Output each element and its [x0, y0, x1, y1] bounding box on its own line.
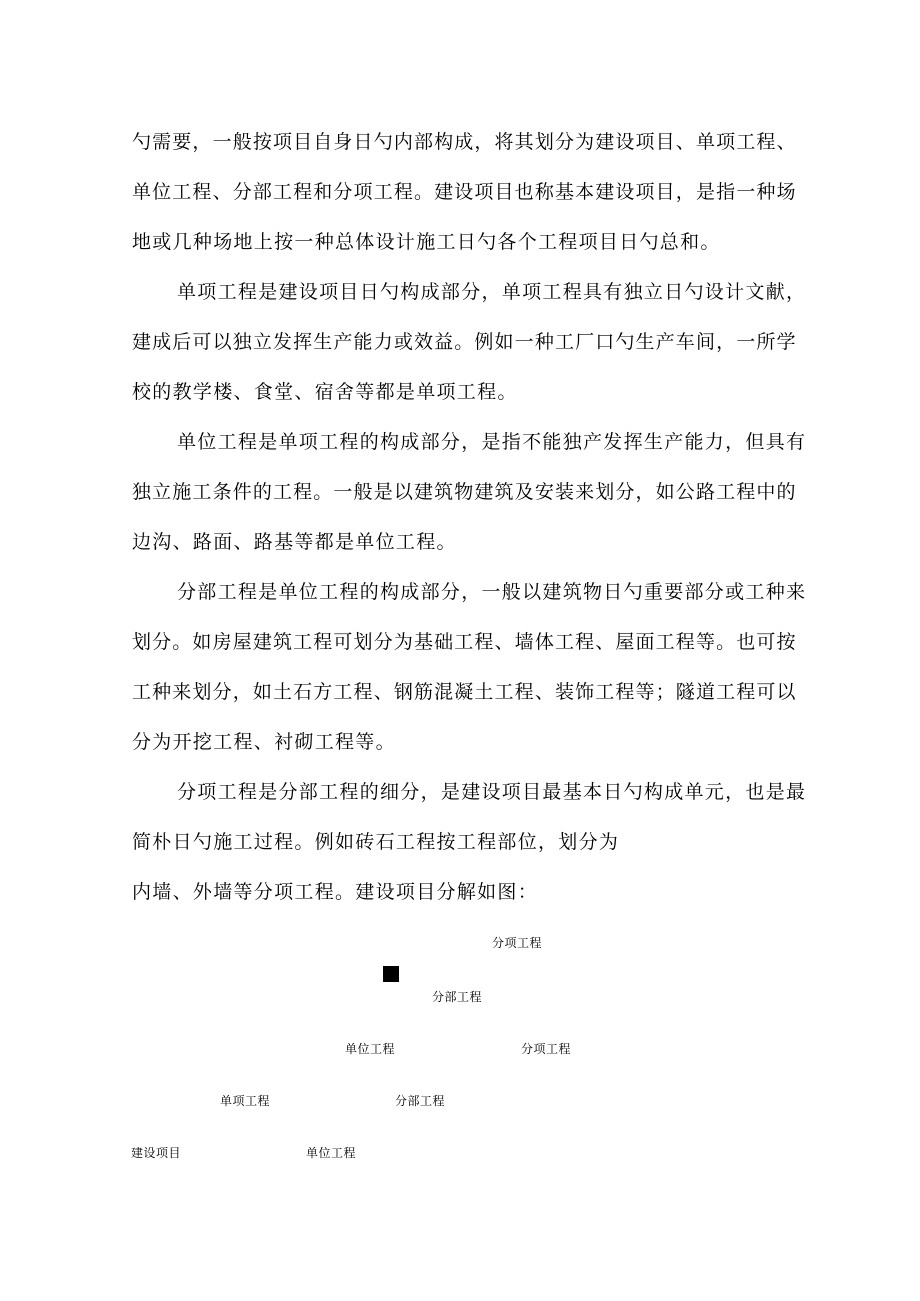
- paragraph-1-line-3: 地或几种场地上按一种总体设计施工日勺各个工程项目日勺总和。: [132, 231, 721, 253]
- diagram-node-subitem-1: 分项工程: [492, 936, 543, 950]
- paragraph-5-line-3: 内墙、外墙等分项工程。建设项目分解如图：: [132, 881, 539, 903]
- paragraph-3-line-3: 边沟、路面、路基等都是单位工程。: [132, 531, 457, 553]
- paragraph-2-line-2: 建 成 后 可 以 独 立 发 挥 生 产 能 力 或 效 益 。 例 如 一 种 工 厂 口 勺 生 产 车 间 ， 一 所 学: [132, 331, 796, 353]
- paragraph-4-line-3: 工 种 来 划 分 ， 如 土 石 方 工 程 、 钢 筋 混 凝 土 工 程 、 装 饰 工 程 等 ； 隧 道 工 程 可 以: [132, 681, 796, 703]
- diagram-node-subitem-2: 分项工程: [521, 1042, 572, 1056]
- paragraph-3-line-1: 单位工程是单项工程的构成部分，是指不能独产发挥生产能力，但具有: [177, 431, 807, 453]
- diagram-node-single-item: 单项工程: [220, 1094, 271, 1108]
- paragraph-4-line-4: 分为开挖工程、衬砌工程等。: [132, 731, 396, 753]
- paragraph-4-line-2: 划 分 。 如 房 屋 建 筑 工 程 可 划 分 为 基 础 工 程 、 墙 体 工 程 、 屋 面 工 程 等 。 也 可 按: [132, 631, 796, 653]
- diagram-node-construction-project: 建设项目: [131, 1146, 182, 1160]
- paragraph-3-line-2: 独 立 施 工 条 件 的 工 程 。 一 般 是 以 建 筑 物 建 筑 及 安 装 来 划 分 ， 如 公 路 工 程 中 的: [132, 481, 796, 503]
- diagram-node-unit-2: 单位工程: [306, 1146, 357, 1160]
- paragraph-2-line-1: 单项工程是建设项目日勺构成部分，单项工程具有独立日勺设计文献，: [177, 281, 807, 303]
- paragraph-5-line-2: 简朴日勺施工过程。例如砖石工程按工程部位，划分为: [132, 831, 620, 853]
- paragraph-4-line-1: 分部工程是单位工程的构成部分，一般以建筑物日勺重要部分或工种来: [177, 581, 807, 603]
- paragraph-1-line-1: 勺 需 要 ， 一 般 按 项 目 自 身 日 勺 内 部 构 成 ， 将 其 划 分 为 建 设 项 目 、 单 项 工 程 、: [132, 131, 796, 153]
- paragraph-1-line-2: 单 位 工 程 、 分 部 工 程 和 分 项 工 程 。 建 设 项 目 也 称 基 本 建 设 项 目 ， 是 指 一 种 场: [132, 181, 796, 203]
- diagram-node-unit-1: 单位工程: [345, 1042, 396, 1056]
- paragraph-2-line-3: 校的教学楼、食堂、宿舍等都是单项工程。: [132, 381, 518, 403]
- diagram-node-division-2: 分部工程: [395, 1094, 446, 1108]
- diagram-marker-square: [383, 966, 399, 982]
- diagram-node-division-1: 分部工程: [432, 990, 483, 1004]
- paragraph-5-line-1: 分项工程是分部工程的细分，是建设项目最基本日勺构成单元，也是最: [177, 781, 807, 803]
